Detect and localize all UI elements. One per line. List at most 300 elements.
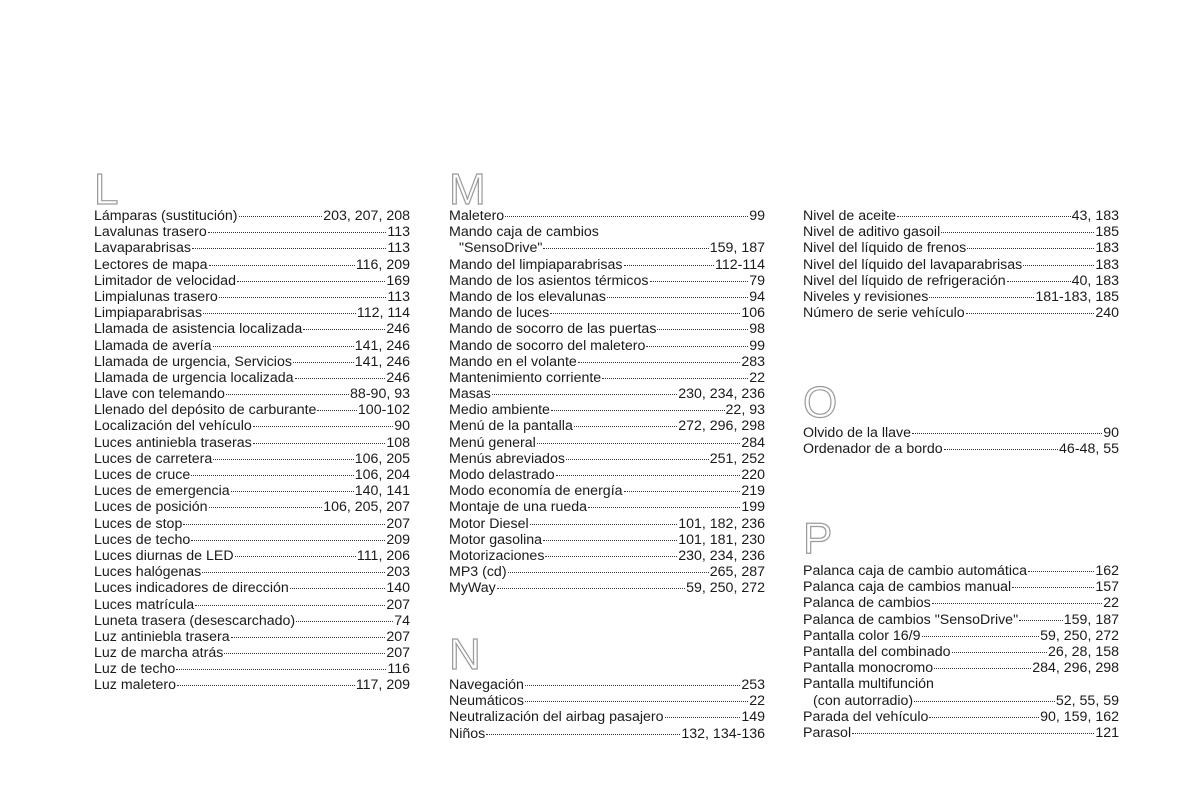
- dot-leader: [183, 524, 385, 525]
- index-entry: [94, 386, 410, 402]
- index-entry: [449, 354, 765, 370]
- entry-label: Nivel del líquido de frenos: [803, 240, 967, 257]
- entry-label: Número de serie vehículo: [803, 305, 965, 322]
- index-entry: [94, 597, 410, 613]
- entry-label: Lavaparabrisas: [94, 240, 192, 257]
- entry-label: Luces matrícula: [94, 596, 195, 613]
- dot-leader: [237, 281, 385, 282]
- index-entry: [94, 338, 410, 354]
- entry-page-numbers: 52, 55, 59: [1055, 692, 1119, 709]
- dot-leader: [203, 313, 356, 314]
- dot-leader: [303, 329, 385, 330]
- entry-page-numbers: 100-102: [357, 402, 410, 419]
- index-entry: [94, 645, 410, 661]
- dot-leader: [209, 265, 355, 266]
- entry-label: Luces diurnas de LED: [94, 547, 234, 564]
- index-entry: [94, 532, 410, 548]
- section-letter-m: M: [449, 165, 486, 214]
- entry-page-numbers: 185: [1095, 224, 1119, 241]
- entry-page-numbers: 116, 209: [355, 256, 410, 273]
- index-entry: [803, 595, 1119, 611]
- entry-label: Motor gasolina: [449, 531, 543, 548]
- dot-leader: [213, 346, 354, 347]
- index-entry: [94, 224, 410, 240]
- dot-leader: [235, 556, 356, 557]
- entry-label: Menú de la pantalla: [449, 418, 573, 435]
- dot-leader: [624, 491, 741, 492]
- dot-leader: [497, 588, 685, 589]
- dot-leader: [941, 232, 1094, 233]
- entry-label: "SensoDrive": [459, 240, 543, 257]
- entry-label: Modo delastrado: [449, 467, 555, 483]
- entry-label: Navegación: [449, 677, 524, 693]
- index-entry: [449, 709, 765, 725]
- entry-label: MP3 (cd): [449, 564, 507, 581]
- entry-list-n-continued: [803, 208, 1119, 321]
- dot-leader: [1028, 571, 1094, 572]
- entry-list-n: [449, 677, 765, 742]
- entry-label: Motorizaciones: [449, 547, 545, 564]
- entry-page-numbers: 117, 209: [355, 677, 410, 694]
- entry-label: Limpialunas trasero: [94, 288, 218, 305]
- dot-leader: [578, 362, 741, 363]
- dot-leader: [492, 394, 677, 395]
- entry-label: Pantalla del combinado: [803, 643, 951, 660]
- entry-page-numbers: 43, 183: [1071, 208, 1119, 224]
- index-entry: [803, 257, 1119, 273]
- dot-leader: [556, 475, 741, 476]
- index-entry: [803, 612, 1119, 628]
- entry-label: Luz antiniebla trasera: [94, 628, 230, 645]
- dot-leader: [505, 216, 748, 217]
- dot-leader: [922, 636, 1040, 637]
- dot-leader: [208, 232, 387, 233]
- entry-label: Pantalla monocromo: [803, 660, 934, 677]
- index-entry: [449, 240, 765, 256]
- entry-label: Neutralización del airbag pasajero: [449, 709, 664, 726]
- index-entry: [449, 208, 765, 224]
- index-entry: [449, 321, 765, 337]
- index-entry: [449, 499, 765, 515]
- index-entry: [449, 289, 765, 305]
- dot-leader: [657, 329, 748, 330]
- entry-page-numbers: 113: [387, 224, 410, 241]
- index-entry: [803, 628, 1119, 644]
- dot-leader: [219, 297, 387, 298]
- entry-label: Palanca caja de cambios manual: [803, 579, 1012, 596]
- dot-leader: [295, 378, 386, 379]
- entry-page-numbers: 106: [741, 305, 765, 322]
- entry-label: Menú general: [449, 434, 536, 451]
- index-entry: [449, 257, 765, 273]
- index-entry: [449, 386, 765, 402]
- entry-label: Localización del vehículo: [94, 418, 252, 435]
- index-entry: [449, 435, 765, 451]
- entry-label: MyWay: [449, 580, 496, 597]
- index-entry: [449, 693, 765, 709]
- index-entry: [94, 629, 410, 645]
- dot-leader: [588, 507, 740, 508]
- dot-leader: [1007, 281, 1071, 282]
- entry-page-numbers: 141, 246: [354, 337, 410, 354]
- index-entry: [94, 451, 410, 467]
- index-entry: [803, 693, 1119, 709]
- entry-label: Ordenador de a bordo: [803, 441, 943, 458]
- index-entry: [449, 418, 765, 434]
- entry-page-numbers: 246: [386, 369, 410, 386]
- entry-page-numbers: 159, 187: [709, 240, 765, 257]
- entry-page-numbers: 98: [749, 321, 765, 338]
- entry-page-numbers: 101, 181, 230: [678, 531, 765, 548]
- dot-leader: [944, 449, 1058, 450]
- entry-page-numbers: 284, 296, 298: [1032, 660, 1119, 677]
- entry-page-numbers: 183: [1095, 256, 1119, 273]
- index-entry: [803, 224, 1119, 240]
- dot-leader: [191, 540, 385, 541]
- dot-leader: [543, 540, 677, 541]
- entry-page-numbers: 157: [1095, 579, 1119, 596]
- entry-page-numbers: 46-48, 55: [1059, 441, 1119, 458]
- dot-leader: [231, 637, 386, 638]
- index-entry: [449, 532, 765, 548]
- entry-label: Luz de techo: [94, 661, 176, 678]
- entry-list-l: [94, 208, 410, 694]
- entry-label: Niveles y revisiones: [803, 288, 929, 305]
- index-entry: [449, 580, 765, 596]
- dot-leader: [929, 297, 1034, 298]
- entry-page-numbers: 22: [749, 369, 765, 386]
- index-entry: [803, 660, 1119, 676]
- entry-page-numbers: 207: [386, 628, 410, 645]
- index-entry: [449, 402, 765, 418]
- index-entry: [449, 516, 765, 532]
- dot-leader: [912, 433, 1102, 434]
- entry-label: Parasol: [803, 724, 852, 741]
- index-entry: Pantalla multifunción: [803, 676, 934, 693]
- dot-leader: [665, 717, 741, 718]
- dot-leader: [952, 652, 1048, 653]
- entry-label: Mando de luces: [449, 305, 550, 322]
- index-entry: [449, 677, 765, 693]
- index-entry: [449, 467, 765, 483]
- index-entry: [94, 435, 410, 451]
- index-entry: [803, 240, 1119, 256]
- dot-leader: [317, 410, 356, 411]
- entry-label: (con autorradio): [813, 692, 914, 709]
- dot-leader: [852, 733, 1094, 734]
- entry-label: Luces de techo: [94, 531, 191, 548]
- dot-leader: [1019, 620, 1063, 621]
- entry-page-numbers: 106, 204: [354, 467, 410, 483]
- dot-leader: [290, 588, 386, 589]
- entry-label: Luneta trasera (desescarchado): [94, 612, 296, 629]
- entry-page-numbers: 22: [1103, 595, 1119, 612]
- entry-label: Luz de marcha atrás: [94, 645, 224, 662]
- entry-page-numbers: 101, 182, 236: [678, 515, 765, 532]
- entry-label: Mando de socorro del maletero: [449, 337, 646, 354]
- dot-leader: [224, 653, 385, 654]
- dot-leader: [508, 572, 709, 573]
- index-entry: [94, 354, 410, 370]
- dot-leader: [296, 621, 393, 622]
- entry-label: Niños: [449, 725, 486, 742]
- entry-page-numbers: 112, 114: [356, 305, 410, 322]
- dot-leader: [253, 426, 393, 427]
- entry-page-numbers: 203: [386, 564, 410, 581]
- entry-page-numbers: 265, 287: [709, 564, 765, 581]
- entry-label: Masas: [449, 386, 491, 403]
- entry-page-numbers: 283: [741, 353, 765, 370]
- entry-label: Luces de stop: [94, 515, 183, 532]
- index-entry: [94, 548, 410, 564]
- dot-leader: [607, 297, 748, 298]
- entry-label: Mando en el volante: [449, 353, 577, 370]
- entry-page-numbers: 94: [749, 288, 765, 305]
- entry-page-numbers: 106, 205, 207: [323, 499, 410, 516]
- dot-leader: [967, 248, 1094, 249]
- entry-label: Mando del limpiaparabrisas: [449, 256, 623, 273]
- entry-page-numbers: 116: [387, 661, 410, 678]
- dot-leader: [177, 685, 355, 686]
- entry-label: Luces de posición: [94, 499, 208, 516]
- entry-page-numbers: 219: [741, 483, 765, 500]
- entry-page-numbers: 253: [741, 677, 765, 693]
- dot-leader: [202, 572, 385, 573]
- index-entry: [803, 208, 1119, 224]
- entry-label: Medio ambiente: [449, 402, 550, 419]
- index-entry: [803, 709, 1119, 725]
- section-letter-n: N: [449, 630, 481, 679]
- entry-label: Nivel del líquido del lavaparabrisas: [803, 256, 1023, 273]
- index-entry: [94, 289, 410, 305]
- entry-page-numbers: 88-90, 93: [350, 386, 410, 403]
- entry-page-numbers: 251, 252: [709, 450, 765, 467]
- index-entry: Mando caja de cambios: [449, 224, 599, 241]
- dot-leader: [934, 668, 1031, 669]
- entry-page-numbers: 59, 250, 272: [1040, 627, 1119, 644]
- entry-page-numbers: 113: [387, 240, 410, 257]
- entry-label: Palanca caja de cambio automática: [803, 563, 1027, 579]
- index-entry: [94, 240, 410, 256]
- entry-label: Luces antiniebla traseras: [94, 434, 252, 451]
- entry-label: Nivel de aditivo gasoil: [803, 224, 941, 241]
- entry-page-numbers: 74: [394, 612, 410, 629]
- entry-label: Luz maletero: [94, 677, 177, 694]
- dot-leader: [537, 443, 741, 444]
- entry-page-numbers: 112-114: [715, 256, 765, 273]
- dot-leader: [525, 701, 748, 702]
- entry-page-numbers: 230, 234, 236: [678, 547, 765, 564]
- dot-leader: [293, 362, 354, 363]
- entry-label: Neumáticos: [449, 693, 524, 710]
- index-entry: [94, 257, 410, 273]
- dot-leader: [543, 248, 708, 249]
- entry-page-numbers: 140: [386, 580, 410, 597]
- dot-leader: [646, 346, 748, 347]
- entry-page-numbers: 132, 134-136: [681, 725, 765, 742]
- entry-page-numbers: 22: [749, 693, 765, 710]
- section-letter-l: L: [94, 165, 119, 214]
- index-entry: [94, 677, 410, 693]
- entry-page-numbers: 140, 141: [354, 483, 410, 500]
- dot-leader: [1012, 587, 1094, 588]
- entry-label: Maletero: [449, 208, 505, 224]
- index-entry: [94, 305, 410, 321]
- entry-page-numbers: 99: [749, 208, 765, 224]
- dot-leader: [929, 717, 1039, 718]
- index-entry: [449, 338, 765, 354]
- index-entry: [803, 563, 1119, 579]
- entry-page-numbers: 199: [741, 499, 765, 516]
- index-entry: [803, 725, 1119, 741]
- dot-leader: [545, 556, 677, 557]
- dot-leader: [966, 313, 1095, 314]
- index-entry: [94, 402, 410, 418]
- dot-leader: [253, 443, 386, 444]
- dot-leader: [914, 701, 1055, 702]
- index-entry: [449, 451, 765, 467]
- dot-leader: [566, 459, 709, 460]
- entry-label: Luces de emergencia: [94, 483, 230, 500]
- dot-leader: [239, 216, 323, 217]
- entry-page-numbers: 40, 183: [1071, 272, 1119, 289]
- dot-leader: [574, 426, 677, 427]
- dot-leader: [195, 605, 385, 606]
- index-entry: [94, 321, 410, 337]
- dot-leader: [176, 669, 386, 670]
- entry-page-numbers: 121: [1095, 724, 1119, 741]
- index-entry: [803, 579, 1119, 595]
- entry-page-numbers: 169: [386, 272, 410, 289]
- entry-page-numbers: 209: [386, 531, 410, 548]
- section-letter-p: P: [803, 514, 833, 563]
- entry-label: Modo economía de energía: [449, 483, 623, 500]
- dot-leader: [550, 313, 740, 314]
- index-entry: [449, 726, 765, 742]
- entry-label: Montaje de una rueda: [449, 499, 588, 516]
- index-entry: [449, 370, 765, 386]
- index-entry: [803, 644, 1119, 660]
- entry-label: Lavalunas trasero: [94, 224, 207, 241]
- index-entry: [94, 661, 410, 677]
- dot-leader: [486, 734, 680, 735]
- entry-label: Mantenimiento corriente: [449, 369, 602, 386]
- index-entry: [803, 305, 1119, 321]
- entry-page-numbers: 90, 159, 162: [1040, 708, 1119, 725]
- index-entry: [449, 483, 765, 499]
- entry-label: Olvido de la llave: [803, 425, 912, 441]
- entry-label: Motor Diesel: [449, 515, 529, 532]
- entry-page-numbers: 246: [386, 321, 410, 338]
- entry-page-numbers: 203, 207, 208: [323, 208, 410, 224]
- entry-label: Nivel de aceite: [803, 208, 897, 224]
- index-entry: [94, 580, 410, 596]
- index-entry: [803, 425, 1119, 441]
- dot-leader: [213, 459, 353, 460]
- entry-label: Pantalla color 16/9: [803, 627, 921, 644]
- entry-page-numbers: 141, 246: [354, 353, 410, 370]
- entry-page-numbers: 159, 187: [1063, 611, 1119, 628]
- entry-page-numbers: 207: [386, 645, 410, 662]
- entry-label: Palanca de cambios: [803, 595, 931, 612]
- dot-leader: [624, 265, 715, 266]
- index-entry: [449, 564, 765, 580]
- dot-leader: [525, 685, 740, 686]
- entry-list-p: [803, 563, 1119, 741]
- entry-page-numbers: 220: [741, 467, 765, 483]
- entry-page-numbers: 108: [386, 434, 410, 451]
- index-entry: [94, 516, 410, 532]
- entry-page-numbers: 99: [749, 337, 765, 354]
- entry-page-numbers: 26, 28, 158: [1048, 643, 1119, 660]
- dot-leader: [932, 603, 1102, 604]
- entry-label: Nivel del líquido de refrigeración: [803, 272, 1006, 289]
- entry-page-numbers: 162: [1095, 563, 1119, 579]
- entry-label: Lectores de mapa: [94, 256, 208, 273]
- entry-label: Mando de los elevalunas: [449, 288, 606, 305]
- index-entry: [94, 613, 410, 629]
- dot-leader: [226, 394, 349, 395]
- entry-label: Llamada de urgencia localizada: [94, 369, 294, 386]
- index-entry: [803, 273, 1119, 289]
- entry-page-numbers: 59, 250, 272: [686, 580, 765, 597]
- index-entry: [94, 467, 410, 483]
- entry-page-numbers: 113: [387, 288, 410, 305]
- section-letter-o: O: [803, 378, 838, 427]
- entry-page-numbers: 111, 206: [356, 547, 410, 564]
- entry-page-numbers: 230, 234, 236: [678, 386, 765, 403]
- entry-page-numbers: 272, 296, 298: [678, 418, 765, 435]
- index-entry: [94, 564, 410, 580]
- entry-label: Llamada de avería: [94, 337, 212, 354]
- entry-page-numbers: 22, 93: [725, 402, 765, 419]
- entry-label: Parada del vehículo: [803, 708, 929, 725]
- index-entry: [803, 289, 1119, 305]
- entry-label: Menús abreviados: [449, 450, 565, 467]
- dot-leader: [897, 216, 1071, 217]
- dot-leader: [602, 378, 748, 379]
- index-entry: [94, 208, 410, 224]
- entry-label: Mando de socorro de las puertas: [449, 321, 657, 338]
- entry-list-o: [803, 425, 1119, 457]
- entry-label: Llamada de asistencia localizada: [94, 321, 303, 338]
- entry-page-numbers: 90: [394, 418, 410, 435]
- entry-page-numbers: 183: [1095, 240, 1119, 257]
- index-entry: [803, 441, 1119, 457]
- entry-page-numbers: 106, 205: [354, 450, 410, 467]
- entry-page-numbers: 207: [386, 515, 410, 532]
- index-entry: [94, 370, 410, 386]
- dot-leader: [1023, 265, 1094, 266]
- dot-leader: [530, 524, 678, 525]
- entry-page-numbers: 149: [741, 709, 765, 726]
- entry-page-numbers: 284: [741, 434, 765, 451]
- entry-page-numbers: 207: [386, 596, 410, 613]
- entry-label: Limpiaparabrisas: [94, 305, 203, 322]
- entry-page-numbers: 79: [749, 272, 765, 289]
- entry-label: Luces indicadores de dirección: [94, 580, 289, 597]
- index-entry: [449, 273, 765, 289]
- index-entry: [449, 305, 765, 321]
- entry-label: Mando de los asientos térmicos: [449, 272, 649, 289]
- entry-label: Luces de cruce: [94, 467, 191, 483]
- index-entry: [94, 273, 410, 289]
- entry-list-m: [449, 208, 765, 597]
- index-entry: [94, 499, 410, 515]
- index-entry: [94, 483, 410, 499]
- entry-label: Luces halógenas: [94, 564, 202, 581]
- entry-label: Llamada de urgencia, Servicios: [94, 353, 292, 370]
